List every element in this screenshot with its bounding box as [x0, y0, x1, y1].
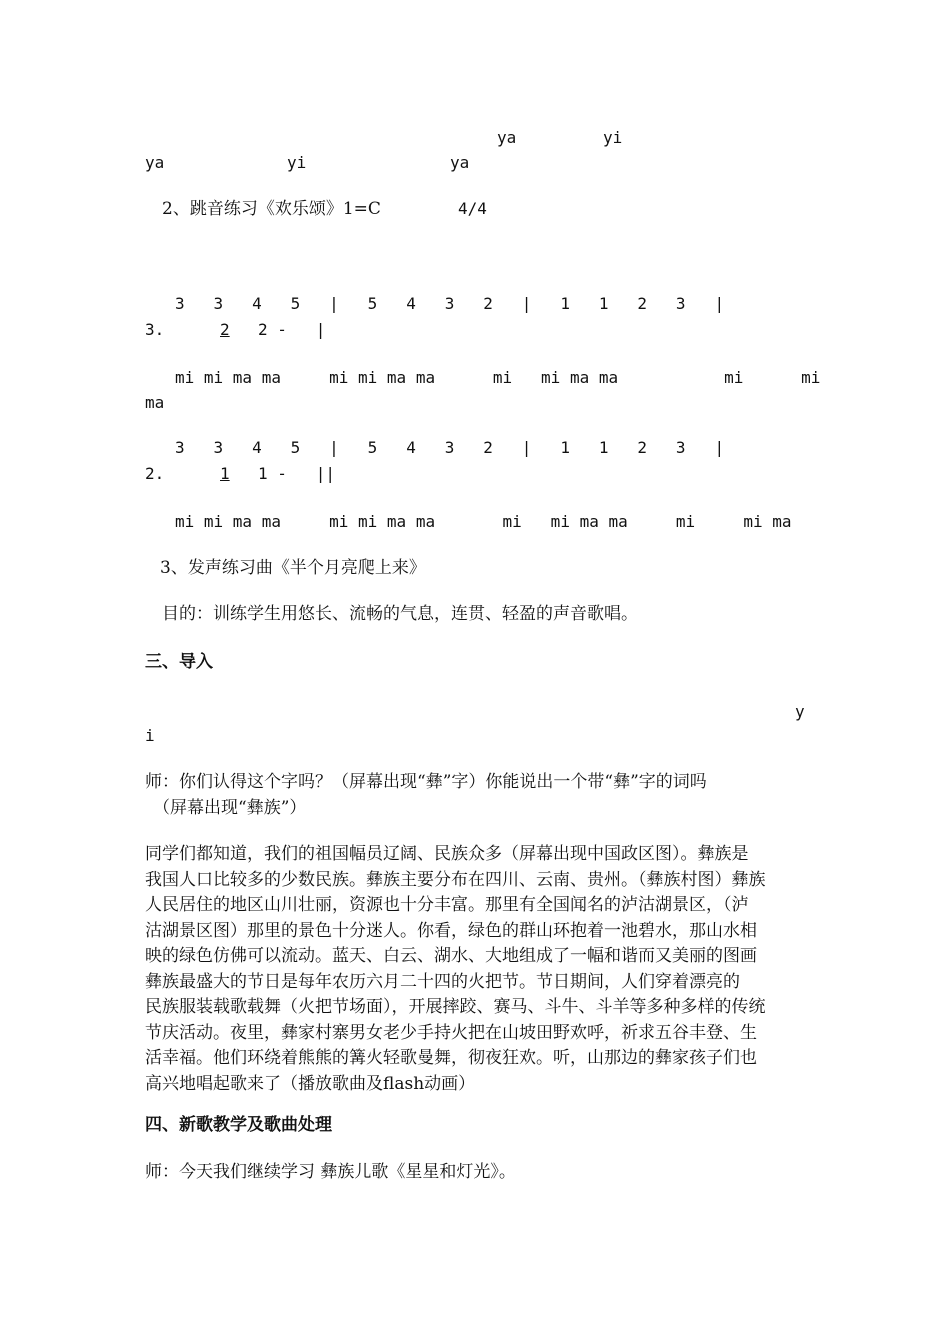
syllable-ya: ya — [450, 153, 470, 172]
stray-letter-i: i — [145, 726, 155, 745]
paragraph-line: 节庆活动。夜里，彝家村寨男女老少手持火把在山坡田野欢呼，祈求五谷丰登、生 — [145, 1022, 757, 1043]
section4-heading: 四、新歌教学及歌曲处理 — [145, 1115, 332, 1135]
paragraph-line: 民族服装载歌载舞（火把节场面），开展摔跤、赛马、斗牛、斗羊等多种多样的传统 — [145, 997, 766, 1017]
notation-line-2-cont: 2. — [145, 464, 165, 483]
question-line: 师：你们认得这个字吗？（屏幕出现“彝”字）你能说出一个带“彝”字的词吗 — [145, 772, 707, 792]
syllable-yi: yi — [287, 153, 307, 172]
exercise2-time-signature: 4/4 — [458, 199, 487, 218]
syllable-yi: yi — [603, 128, 623, 147]
syllable-ya: ya — [145, 153, 165, 172]
notation-line-2-end: 1 - || — [258, 464, 336, 483]
paragraph-line: 高兴地唱起歌来了（播放歌曲及flash动画） — [145, 1073, 476, 1094]
section4-line: 师：今天我们继续学习 彝族儿歌《星星和灯光》。 — [145, 1162, 516, 1182]
paragraph-line: 沽湖景区图）那里的景色十分迷人。你看，绿色的群山环抱着一池碧水，那山水相 — [145, 920, 757, 941]
paragraph-line: 彝族最盛大的节日是每年农历六月二十四的火把节。节日期间，人们穿着漂亮的 — [145, 971, 740, 992]
paragraph-line: 我国人口比较多的少数民族。彝族主要分布在四川、云南、贵州。（彝族村图）彝族 — [145, 869, 766, 890]
notation-note-underlined: 1 — [220, 464, 230, 483]
paragraph-line: 映的绿色仿佛可以流动。蓝天、白云、湖水、大地组成了一幅和谐而又美丽的图画 — [145, 946, 757, 966]
exercise3-title: 3、发声练习曲《半个月亮爬上来》 — [160, 558, 426, 578]
section3-heading: 三、导入 — [145, 652, 213, 672]
question-line: （屏幕出现“彝族”） — [153, 797, 307, 818]
notation-note-underlined: 2 — [220, 320, 230, 339]
paragraph-line: 同学们都知道，我们的祖国幅员辽阔、民族众多（屏幕出现中国政区图）。彝族是 — [145, 844, 749, 864]
lyrics-line-1: mi mi ma ma mi mi ma ma mi mi ma ma mi mi — [175, 368, 821, 387]
paragraph-line: 活幸福。他们环绕着熊熊的篝火轻歌曼舞，彻夜狂欢。听，山那边的彝家孩子们也 — [145, 1048, 757, 1068]
notation-line-1: 3 3 4 5 | 5 4 3 2 | 1 1 2 3 | — [175, 294, 725, 313]
syllable-ya: ya — [497, 128, 517, 147]
notation-line-2: 3 3 4 5 | 5 4 3 2 | 1 1 2 3 | — [175, 438, 725, 457]
lyrics-line-1-cont: ma — [145, 393, 165, 412]
lyrics-line-2: mi mi ma ma mi mi ma ma mi mi ma ma mi mi ma — [175, 512, 792, 531]
notation-line-1-cont: 3. — [145, 320, 165, 339]
notation-line-1-end: 2 - | — [258, 320, 326, 339]
intro-paragraph — [145, 842, 810, 1097]
teacher-question — [145, 770, 810, 821]
exercise2-title: 2、跳音练习《欢乐颂》1=C — [162, 199, 381, 219]
exercise3-purpose: 目的：训练学生用悠长、流畅的气息，连贯、轻盈的声音歌唱。 — [162, 604, 638, 624]
paragraph-line: 人民居住的地区山川壮丽，资源也十分丰富。那里有全国闻名的泸沽湖景区，（泸 — [145, 895, 749, 915]
stray-letter-y: y — [795, 702, 805, 721]
